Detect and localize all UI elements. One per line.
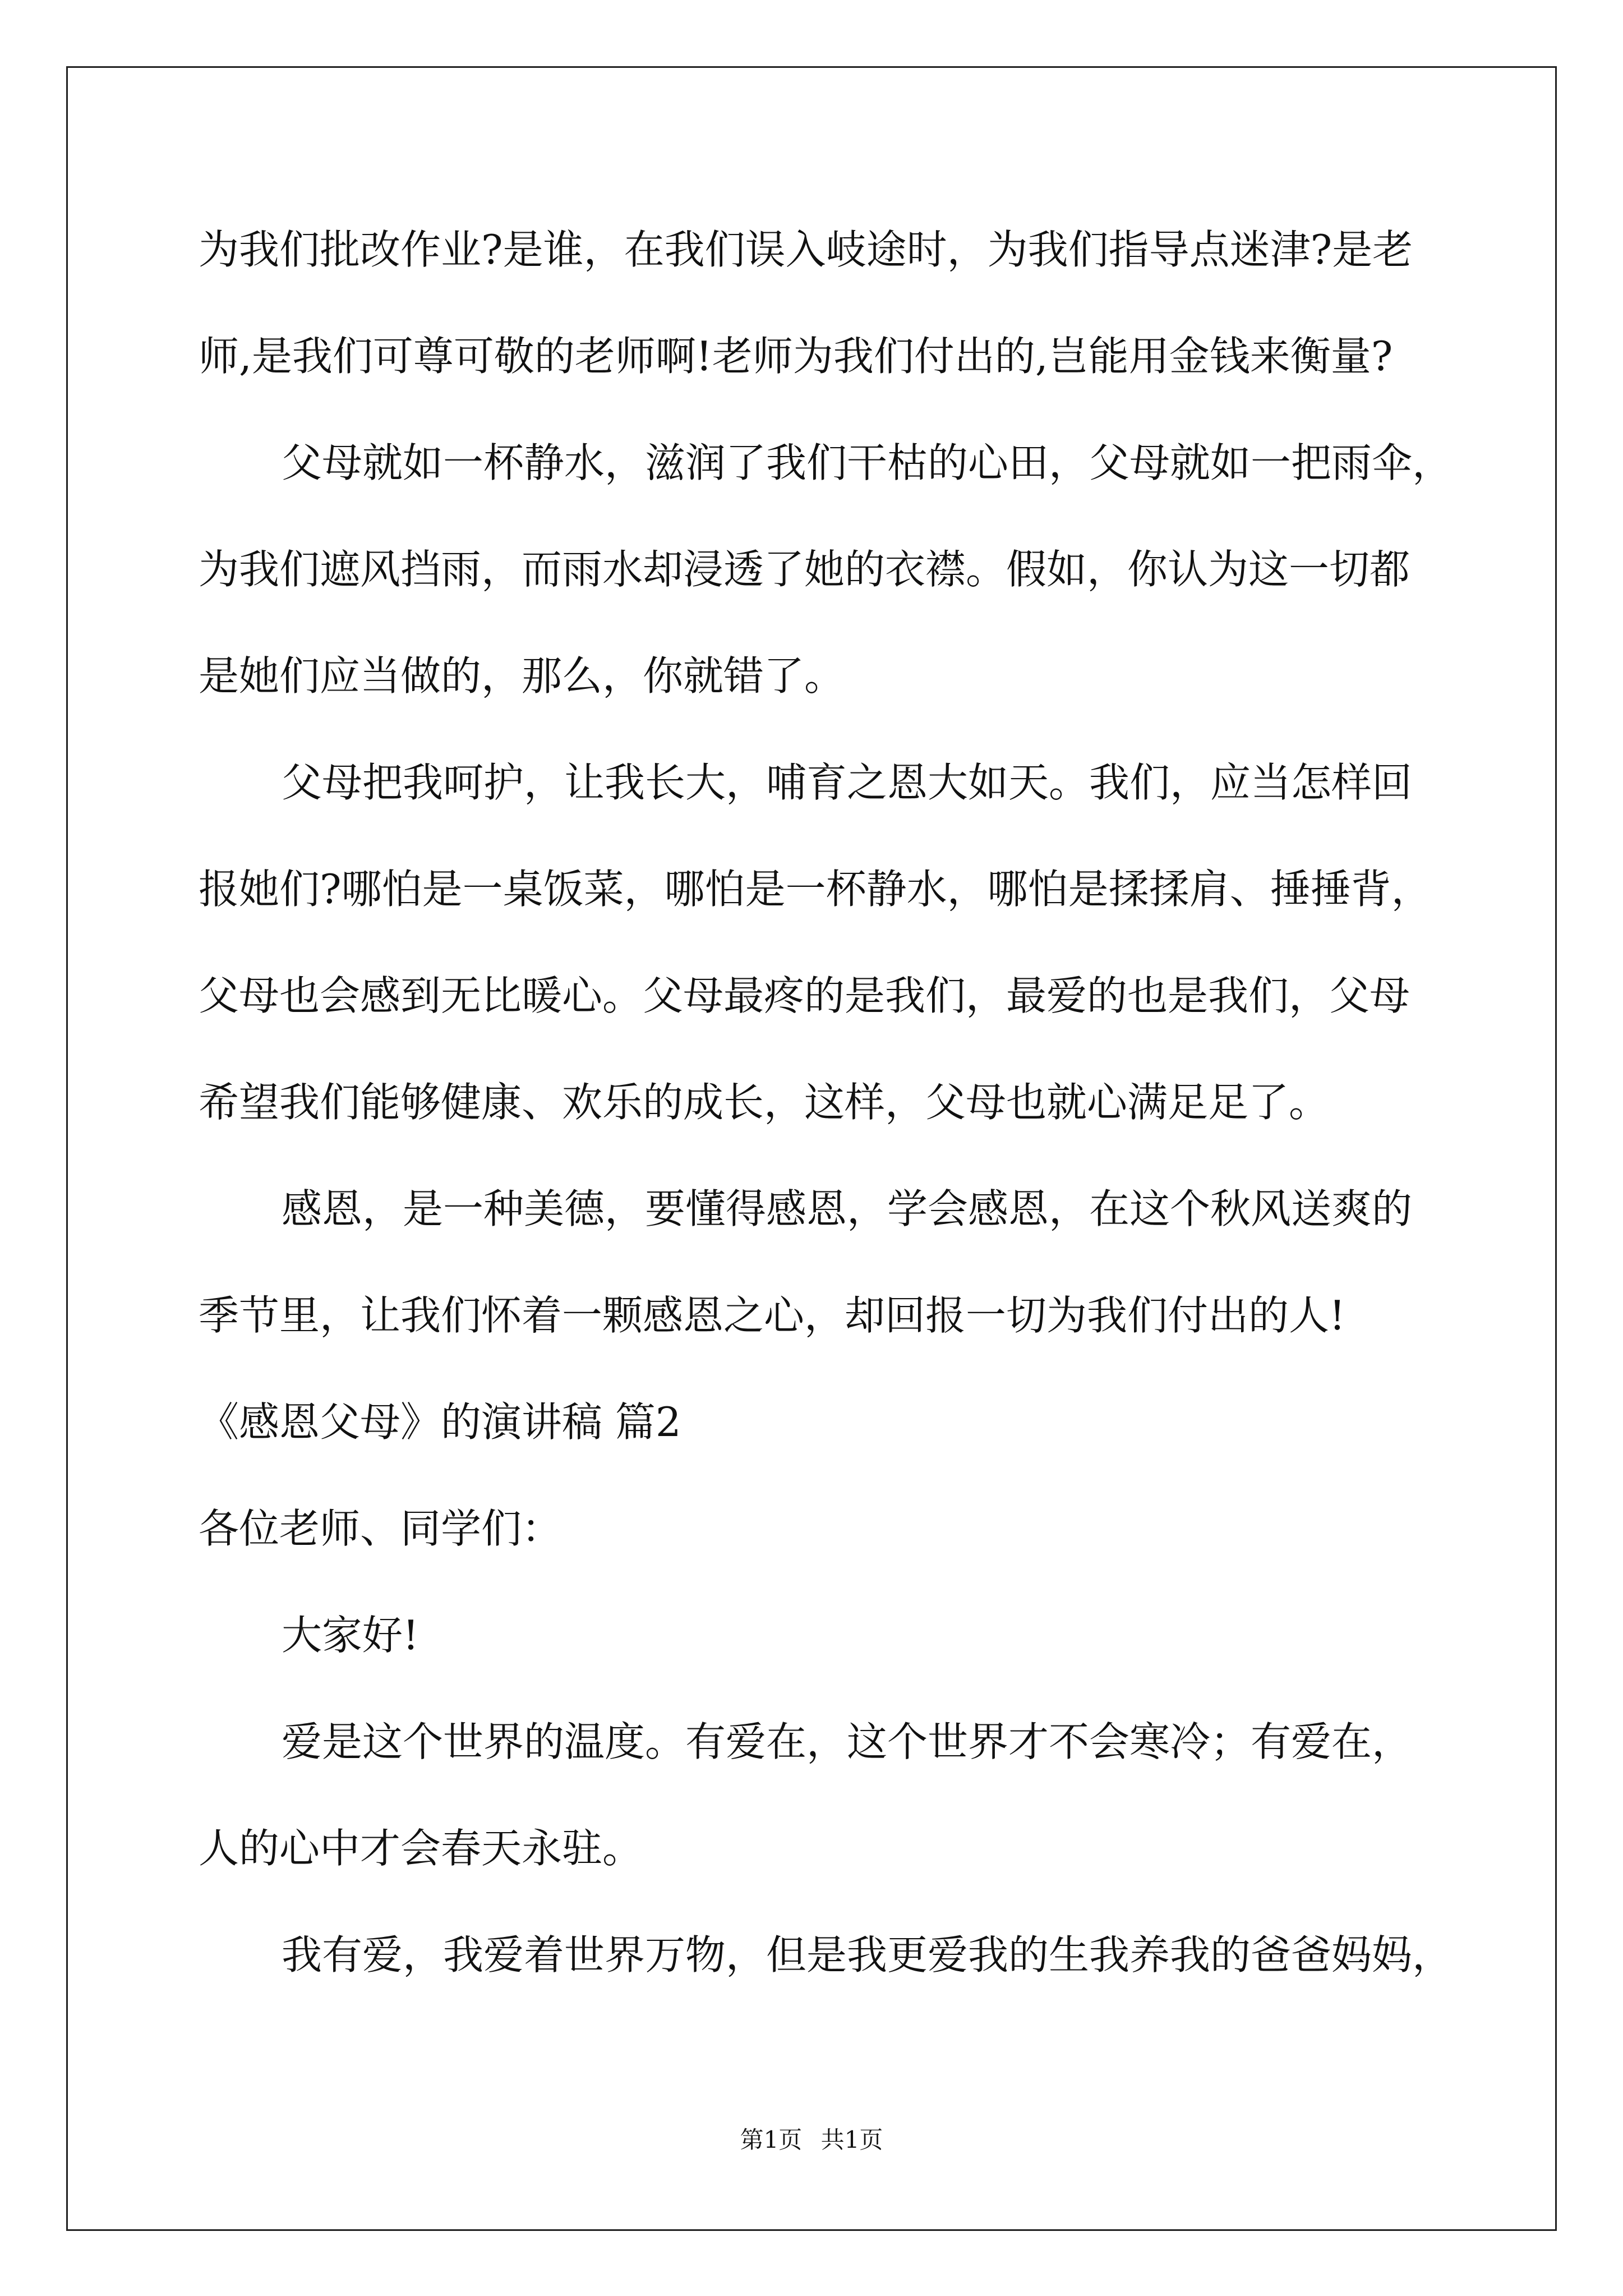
- text-line: 为我们遮风挡雨，而雨水却浸透了她的衣襟。假如，你认为这一切都: [199, 546, 1410, 593]
- text-line: 为我们批改作业?是谁，在我们误入岐途时，为我们指导点迷津?是老: [199, 226, 1413, 273]
- paragraph-start: 父母把我呵护，让我长大，哺育之恩大如天。我们，应当怎样回: [282, 759, 1413, 806]
- text-line: 父母也会感到无比暖心。父母最疼的是我们，最爱的也是我们，父母: [199, 972, 1410, 1019]
- paragraph-start: 爱是这个世界的温度。有爱在，这个世界才不会寒冷；有爱在，: [282, 1718, 1413, 1765]
- paragraph-start: 我有爱，我爱着世界万物，但是我更爱我的生我养我的爸爸妈妈，: [282, 1931, 1453, 1978]
- page-number: 第1页: [740, 2126, 803, 2154]
- text-line: 季节里，让我们怀着一颗感恩之心，却回报一切为我们付出的人!: [199, 1292, 1345, 1339]
- document-body: [199, 222, 1453, 2033]
- greeting: 大家好!: [282, 1612, 419, 1659]
- text-line: 师,是我们可尊可敬的老师啊!老师为我们付出的,岂能用金钱来衡量?: [199, 333, 1393, 380]
- text-line: 人的心中才会春天永驻。: [199, 1825, 643, 1872]
- paragraph-start: 感恩，是一种美德，要懂得感恩，学会感恩，在这个秋风送爽的: [282, 1185, 1413, 1232]
- text-line: 报她们?哪怕是一桌饭菜，哪怕是一杯静水，哪怕是揉揉肩、捶捶背，: [199, 866, 1432, 913]
- paragraph-start: 父母就如一杯静水，滋润了我们干枯的心田，父母就如一把雨伞，: [282, 439, 1453, 486]
- page-footer: [0, 2126, 1623, 2154]
- page-total: 共1页: [820, 2126, 883, 2154]
- text-line: 是她们应当做的，那么，你就错了。: [199, 652, 845, 700]
- section-heading: 《感恩父母》的演讲稿 篇2: [199, 1398, 681, 1446]
- text-line: 希望我们能够健康、欢乐的成长，这样，父母也就心满足足了。: [199, 1079, 1330, 1126]
- salutation: 各位老师、同学们：: [199, 1505, 562, 1552]
